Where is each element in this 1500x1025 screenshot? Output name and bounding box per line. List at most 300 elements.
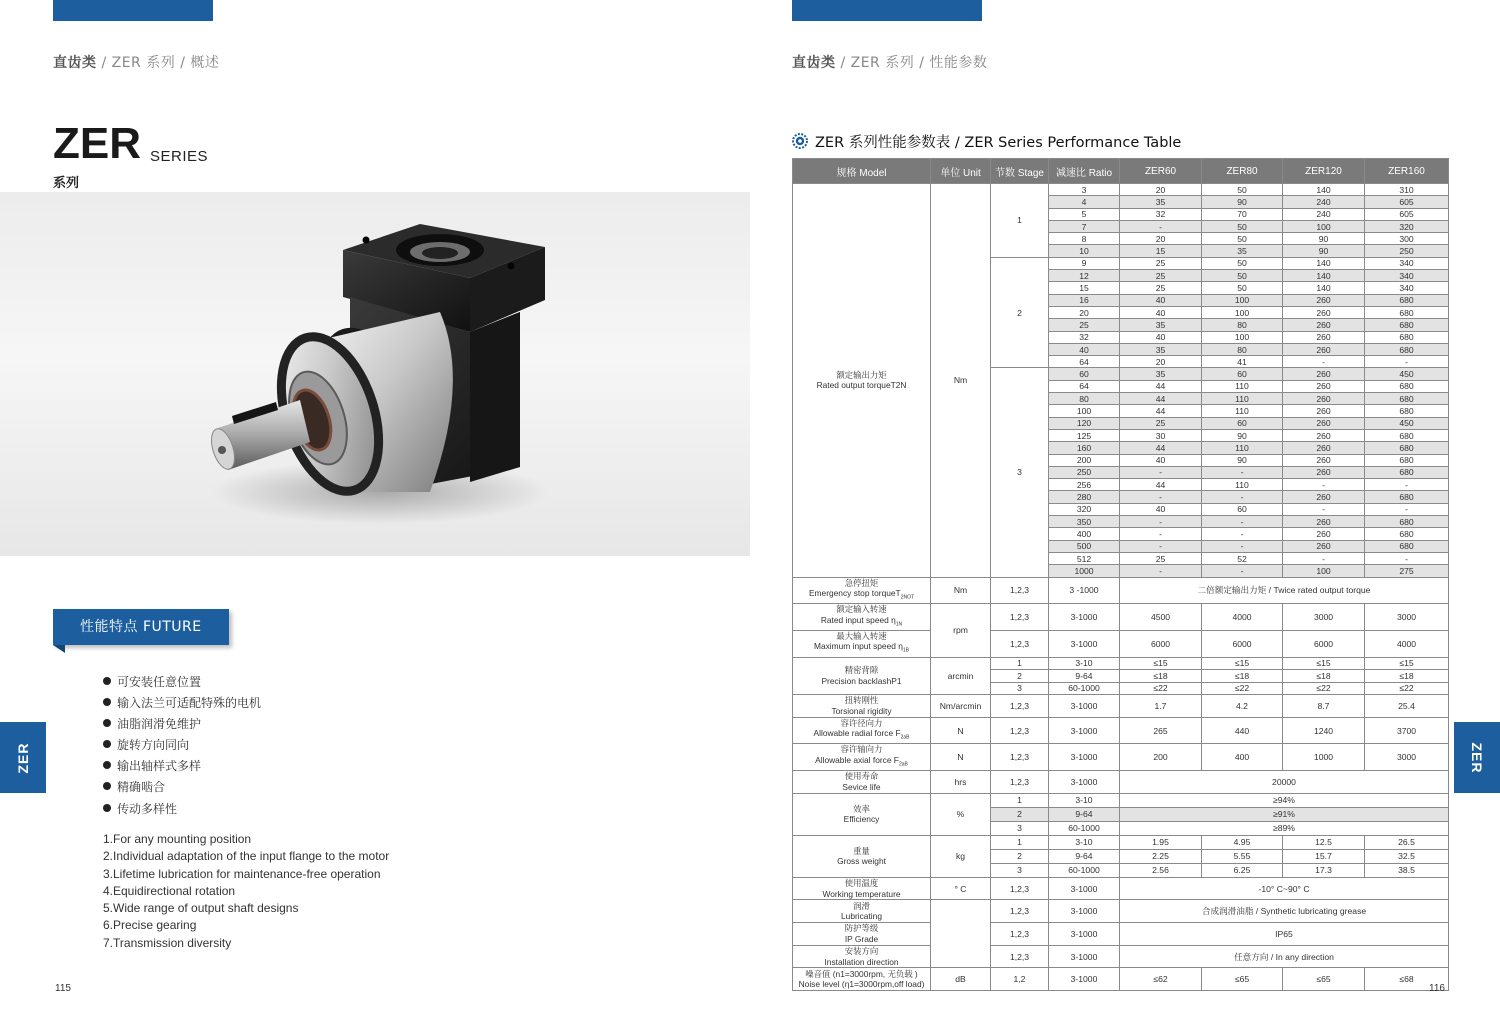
value-cell: -	[1120, 466, 1202, 478]
table-row	[793, 604, 1449, 631]
value-cell: 16	[1049, 294, 1120, 306]
value-cell: 60	[1049, 368, 1120, 380]
merged-value-cell: 任意方向 / In any direction	[1120, 945, 1449, 968]
value-cell: 25	[1120, 552, 1202, 564]
value-cell: 50	[1202, 282, 1283, 294]
label-en	[793, 615, 930, 630]
value-cell: 3000	[1365, 744, 1449, 771]
feature-item-en: 5.Wide range of output shaft designs	[103, 901, 299, 916]
label-en-text: Gross weight	[837, 856, 886, 867]
value-cell: 4500	[1120, 604, 1202, 631]
value-cell: 50	[1202, 270, 1283, 282]
row-label	[793, 771, 931, 794]
value-cell: 52	[1202, 552, 1283, 564]
value-cell: 4.2	[1202, 695, 1283, 718]
value-cell: 260	[1283, 294, 1365, 306]
value-cell: 4000	[1202, 604, 1283, 631]
label-cn: 效率	[853, 803, 870, 814]
value-cell: -	[1202, 528, 1283, 540]
value-cell: -	[1202, 491, 1283, 503]
value-cell: -	[1120, 540, 1202, 552]
value-cell: 340	[1365, 270, 1449, 282]
value-cell: 20	[1120, 356, 1202, 368]
value-cell: -	[1120, 516, 1202, 528]
feature-item-en: 1.For any mounting position	[103, 832, 252, 846]
label-en	[793, 911, 930, 922]
value-cell: ≤15	[1365, 657, 1449, 670]
label-cn: 容许径向力	[840, 717, 883, 728]
bullet-icon	[103, 698, 111, 706]
feature-item: 精确啮合	[103, 777, 261, 798]
unit-cell: Nm	[931, 184, 991, 578]
value-cell: 44	[1120, 405, 1202, 417]
stage-cell: 1,2,3	[991, 717, 1049, 744]
value-cell: 110	[1202, 393, 1283, 405]
stage-cell: 1,2,3	[991, 945, 1049, 968]
value-cell: ≤15	[1120, 657, 1202, 670]
features-list-en	[103, 831, 389, 952]
label-cn: 容许轴向力	[840, 744, 883, 755]
series-suffix: SERIES	[150, 148, 209, 165]
unit-cell: N	[931, 744, 991, 771]
value-cell: 20	[1120, 184, 1202, 196]
value-cell: 280	[1049, 491, 1120, 503]
label-cn: 噪音值 (n1=3000rpm, 无负载 )	[805, 968, 918, 979]
value-cell: 200	[1049, 454, 1120, 466]
label-en-text: IP Grade	[844, 933, 879, 944]
feature-item: 旋转方向同向	[103, 735, 261, 756]
value-cell: 260	[1283, 540, 1365, 552]
value-cell: 40	[1049, 343, 1120, 355]
stage-cell: 1	[991, 184, 1049, 258]
value-cell: 320	[1049, 503, 1120, 515]
label-en-text: Rated output torqueT2N	[816, 380, 907, 391]
value-cell: 120	[1049, 417, 1120, 429]
value-cell: 260	[1283, 429, 1365, 441]
value-cell: 512	[1049, 552, 1120, 564]
value-cell: 44	[1120, 442, 1202, 454]
label-en-text: Emergency stop torqueT	[808, 588, 901, 598]
label-en	[793, 814, 930, 825]
table-row	[793, 900, 1449, 923]
unit-cell: arcmin	[931, 657, 991, 695]
value-cell: 260	[1283, 405, 1365, 417]
right-top-bar	[792, 0, 982, 21]
value-cell: 240	[1283, 208, 1365, 220]
table-row	[793, 923, 1449, 946]
features-list-cn	[103, 672, 261, 820]
ratio-cell: 3-10	[1049, 793, 1120, 807]
feature-item-en: 6.Precise gearing	[103, 918, 197, 933]
value-cell: 5	[1049, 208, 1120, 220]
value-cell: 8	[1049, 233, 1120, 245]
value-cell: ≤22	[1120, 682, 1202, 695]
label-en	[793, 856, 930, 867]
label-en	[793, 676, 930, 687]
performance-table	[792, 158, 1449, 991]
value-cell: -	[1365, 479, 1449, 491]
value-cell: 6000	[1202, 630, 1283, 657]
value-cell: 90	[1202, 429, 1283, 441]
series-title: ZER	[53, 119, 141, 168]
ratio-cell: 3-1000	[1049, 900, 1120, 923]
stage-cell: 1	[991, 835, 1049, 849]
row-label	[793, 793, 931, 835]
value-cell: 250	[1365, 245, 1449, 257]
table-row	[793, 184, 1449, 196]
value-cell: 275	[1365, 565, 1449, 577]
row-label	[793, 717, 931, 744]
value-cell: 680	[1365, 429, 1449, 441]
label-en	[793, 889, 930, 900]
value-cell: 260	[1283, 393, 1365, 405]
col-header: 节数 Stage	[991, 159, 1049, 184]
label-cn: 防护等级	[844, 923, 879, 934]
col-header: ZER80	[1202, 159, 1283, 184]
value-cell: -	[1120, 565, 1202, 577]
unit-cell: dB	[931, 968, 991, 991]
table-row	[793, 835, 1449, 849]
value-cell: 450	[1365, 368, 1449, 380]
value-cell: 41	[1202, 356, 1283, 368]
value-cell: 605	[1365, 196, 1449, 208]
merged-value-cell: ≥91%	[1120, 807, 1449, 821]
row-label	[793, 630, 931, 657]
value-cell: 12	[1049, 270, 1120, 282]
table-row	[793, 793, 1449, 807]
value-cell: 100	[1202, 306, 1283, 318]
col-header: 单位 Unit	[931, 159, 991, 184]
feature-item-en: 3.Lifetime lubrication for maintenance-free operation	[103, 866, 381, 881]
bullet-icon	[103, 719, 111, 727]
series-subtitle: 系列	[53, 176, 80, 191]
ratio-cell: 9-64	[1049, 807, 1120, 821]
value-cell: 80	[1202, 319, 1283, 331]
value-cell: 60	[1202, 417, 1283, 429]
value-cell: 680	[1365, 393, 1449, 405]
value-cell: 1.95	[1120, 835, 1202, 849]
value-cell: 605	[1365, 208, 1449, 220]
ratio-cell: 3-1000	[1049, 968, 1120, 991]
value-cell: -	[1283, 479, 1365, 491]
value-cell: -	[1120, 528, 1202, 540]
merged-value-cell: ≥94%	[1120, 793, 1449, 807]
feature-item: 油脂润滑免维护	[103, 714, 261, 735]
stage-cell: 1,2,3	[991, 695, 1049, 718]
col-header: ZER60	[1120, 159, 1202, 184]
left-top-bar	[53, 0, 213, 21]
merged-value-cell: IP65	[1120, 923, 1449, 946]
value-cell: 100	[1202, 331, 1283, 343]
value-cell: 140	[1283, 184, 1365, 196]
value-cell: 35	[1120, 319, 1202, 331]
value-cell: 64	[1049, 380, 1120, 392]
value-cell: 35	[1202, 245, 1283, 257]
unit-cell: kg	[931, 835, 991, 877]
label-en	[793, 380, 930, 391]
merged-value-cell: -10° C~90° C	[1120, 877, 1449, 900]
ratio-cell: 3-1000	[1049, 630, 1120, 657]
value-cell: 30	[1120, 429, 1202, 441]
value-cell: 680	[1365, 516, 1449, 528]
label-en	[793, 588, 930, 603]
value-cell: 680	[1365, 380, 1449, 392]
value-cell: -	[1365, 503, 1449, 515]
value-cell: 44	[1120, 380, 1202, 392]
value-cell: 15.7	[1283, 849, 1365, 863]
label-en-text: Working temperature	[822, 888, 901, 899]
value-cell: 80	[1049, 393, 1120, 405]
row-label	[793, 657, 931, 695]
stage-cell: 2	[991, 670, 1049, 683]
label-en-text: Noise level (η1=3000rpm,off load)	[798, 979, 925, 990]
value-cell: 260	[1283, 319, 1365, 331]
label-en	[793, 934, 930, 945]
value-cell: 6.25	[1202, 863, 1283, 877]
value-cell: 260	[1283, 331, 1365, 343]
table-row	[793, 717, 1449, 744]
left-page-number: 115	[55, 983, 71, 994]
table-title: ZER 系列性能参数表 / ZER Series Performance Table	[792, 131, 1181, 151]
stage-cell: 3	[991, 682, 1049, 695]
value-cell: 44	[1120, 393, 1202, 405]
value-cell: 440	[1202, 717, 1283, 744]
value-cell: 64	[1049, 356, 1120, 368]
table-row	[793, 968, 1449, 991]
value-cell: 240	[1283, 196, 1365, 208]
label-en	[793, 755, 930, 770]
label-cn: 安装方向	[844, 946, 879, 957]
value-cell: 50	[1202, 184, 1283, 196]
label-cn: 使用温度	[844, 878, 879, 889]
row-label	[793, 945, 931, 968]
stage-cell: 1,2,3	[991, 630, 1049, 657]
value-cell: 680	[1365, 491, 1449, 503]
label-cn: 润滑	[853, 900, 870, 911]
label-en	[793, 728, 930, 743]
value-cell: 260	[1283, 306, 1365, 318]
table-body	[793, 184, 1449, 991]
value-cell: ≤18	[1283, 670, 1365, 683]
label-subscript: 2aB	[900, 734, 910, 741]
ratio-cell: 3-1000	[1049, 604, 1120, 631]
ratio-cell: 60-1000	[1049, 821, 1120, 835]
value-cell: 44	[1120, 479, 1202, 491]
value-cell: 1000	[1049, 565, 1120, 577]
stage-cell: 3	[991, 821, 1049, 835]
stage-cell: 1,2,3	[991, 771, 1049, 794]
label-en	[793, 641, 930, 656]
right-breadcrumb: 直齿类 / ZER 系列 / 性能参数	[792, 55, 988, 71]
value-cell: 90	[1283, 233, 1365, 245]
value-cell: 200	[1120, 744, 1202, 771]
label-subscript: 2NOT	[900, 594, 915, 601]
value-cell: -	[1365, 356, 1449, 368]
value-cell: -	[1365, 552, 1449, 564]
left-side-tab: ZER	[0, 722, 46, 793]
value-cell: 50	[1202, 257, 1283, 269]
row-label	[793, 968, 931, 991]
value-cell: 110	[1202, 405, 1283, 417]
label-cn: 扭转刚性	[844, 695, 879, 706]
stage-cell: 2	[991, 257, 1049, 368]
merged-value-cell: ≥89%	[1120, 821, 1449, 835]
value-cell: 260	[1283, 528, 1365, 540]
value-cell: 110	[1202, 479, 1283, 491]
value-cell: 38.5	[1365, 863, 1449, 877]
value-cell: 20	[1049, 306, 1120, 318]
value-cell: 80	[1202, 343, 1283, 355]
right-page-number: 116	[1429, 983, 1445, 994]
value-cell: ≤65	[1202, 968, 1283, 991]
value-cell: -	[1202, 565, 1283, 577]
row-label	[793, 695, 931, 718]
merged-value-cell: 合成润滑油脂 / Synthetic lubricating grease	[1120, 900, 1449, 923]
value-cell: 3000	[1283, 604, 1365, 631]
value-cell: 15	[1120, 245, 1202, 257]
stage-cell: 1	[991, 793, 1049, 807]
value-cell: 260	[1283, 417, 1365, 429]
table-row	[793, 630, 1449, 657]
unit-cell: rpm	[931, 604, 991, 657]
value-cell: 250	[1049, 466, 1120, 478]
label-en-text: Rated input speed η	[820, 614, 896, 625]
value-cell: 680	[1365, 405, 1449, 417]
value-cell: 25	[1049, 319, 1120, 331]
value-cell: 140	[1283, 282, 1365, 294]
unit-cell	[931, 900, 991, 968]
value-cell: 4	[1049, 196, 1120, 208]
ratio-cell: 3-1000	[1049, 695, 1120, 718]
label-en-text: Sevice life	[842, 781, 881, 792]
value-cell: 25	[1120, 257, 1202, 269]
label-en	[793, 957, 930, 968]
value-cell: ≤22	[1365, 682, 1449, 695]
value-cell: 680	[1365, 319, 1449, 331]
value-cell: 310	[1365, 184, 1449, 196]
label-en-text: Precision backlashP1	[821, 675, 902, 686]
value-cell: -	[1202, 540, 1283, 552]
label-cn: 最大输入转速	[836, 630, 887, 641]
feature-item-en: 2.Individual adaptation of the input flange to the motor	[103, 849, 390, 864]
stage-cell: 1	[991, 657, 1049, 670]
ratio-cell: 3-1000	[1049, 877, 1120, 900]
value-cell: 8.7	[1283, 695, 1365, 718]
value-cell: 2.25	[1120, 849, 1202, 863]
value-cell: 5.55	[1202, 849, 1283, 863]
value-cell: 35	[1120, 196, 1202, 208]
value-cell: 100	[1283, 565, 1365, 577]
value-cell: 110	[1202, 380, 1283, 392]
value-cell: 260	[1283, 454, 1365, 466]
label-cn: 精密背隙	[844, 665, 879, 676]
merged-value-cell: 20000	[1120, 771, 1449, 794]
value-cell: 9	[1049, 257, 1120, 269]
row-label	[793, 184, 931, 578]
value-cell: 20	[1120, 233, 1202, 245]
value-cell: 32	[1049, 331, 1120, 343]
label-subscript: 1N	[895, 621, 903, 628]
stage-cell: 1,2,3	[991, 604, 1049, 631]
gear-icon	[792, 133, 808, 153]
value-cell: 3700	[1365, 717, 1449, 744]
bullet-icon	[103, 782, 111, 790]
bullet-icon	[103, 761, 111, 769]
value-cell: 50	[1202, 233, 1283, 245]
ratio-cell: 9-64	[1049, 670, 1120, 683]
feature-item: 输入法兰可适配特殊的电机	[103, 693, 261, 714]
value-cell: 260	[1283, 466, 1365, 478]
value-cell: 160	[1049, 442, 1120, 454]
value-cell: 500	[1049, 540, 1120, 552]
merged-value-cell: 二倍额定输出力矩 / Twice rated output torque	[1120, 577, 1449, 604]
value-cell: 25	[1120, 270, 1202, 282]
value-cell: 680	[1365, 540, 1449, 552]
label-cn: 重量	[853, 845, 870, 856]
value-cell: 140	[1283, 270, 1365, 282]
value-cell: 680	[1365, 294, 1449, 306]
table-row	[793, 695, 1449, 718]
row-label	[793, 577, 931, 604]
value-cell: 680	[1365, 442, 1449, 454]
value-cell: ≤18	[1120, 670, 1202, 683]
value-cell: 32.5	[1365, 849, 1449, 863]
stage-cell: 2	[991, 849, 1049, 863]
value-cell: 4000	[1365, 630, 1449, 657]
value-cell: 260	[1283, 368, 1365, 380]
value-cell: -	[1283, 552, 1365, 564]
right-side-tab: ZER	[1454, 722, 1500, 793]
value-cell: -	[1120, 491, 1202, 503]
table-row	[793, 744, 1449, 771]
value-cell: 340	[1365, 257, 1449, 269]
feature-item-en: 4.Equidirectional rotation	[103, 883, 236, 898]
col-header: ZER160	[1365, 159, 1449, 184]
row-label	[793, 835, 931, 877]
stage-cell: 3	[991, 863, 1049, 877]
value-cell: -	[1120, 220, 1202, 232]
left-breadcrumb: 直齿类 / ZER 系列 / 概述	[53, 55, 220, 71]
value-cell: 40	[1120, 331, 1202, 343]
label-en-text: Torsional rigidity	[831, 705, 892, 716]
value-cell: 70	[1202, 208, 1283, 220]
value-cell: 40	[1120, 503, 1202, 515]
stage-cell: 3	[991, 368, 1049, 577]
label-en	[793, 979, 930, 990]
value-cell: ≤65	[1283, 968, 1365, 991]
bullet-icon	[103, 804, 111, 812]
col-header: ZER120	[1283, 159, 1365, 184]
stage-cell: 1,2	[991, 968, 1049, 991]
stage-cell: 1,2,3	[991, 877, 1049, 900]
value-cell: ≤62	[1120, 968, 1202, 991]
value-cell: 1000	[1283, 744, 1365, 771]
label-subscript: 1B	[902, 648, 910, 655]
ratio-cell: 60-1000	[1049, 863, 1120, 877]
value-cell: 1.7	[1120, 695, 1202, 718]
bullet-icon	[103, 740, 111, 748]
value-cell: 40	[1120, 294, 1202, 306]
ratio-cell: 3-1000	[1049, 945, 1120, 968]
label-en-text: Efficiency	[843, 814, 880, 825]
label-cn: 额定输入转速	[836, 604, 887, 615]
value-cell: 400	[1202, 744, 1283, 771]
label-en	[793, 782, 930, 793]
value-cell: 300	[1365, 233, 1449, 245]
value-cell: ≤18	[1202, 670, 1283, 683]
value-cell: 4.95	[1202, 835, 1283, 849]
stage-cell: 1,2,3	[991, 923, 1049, 946]
